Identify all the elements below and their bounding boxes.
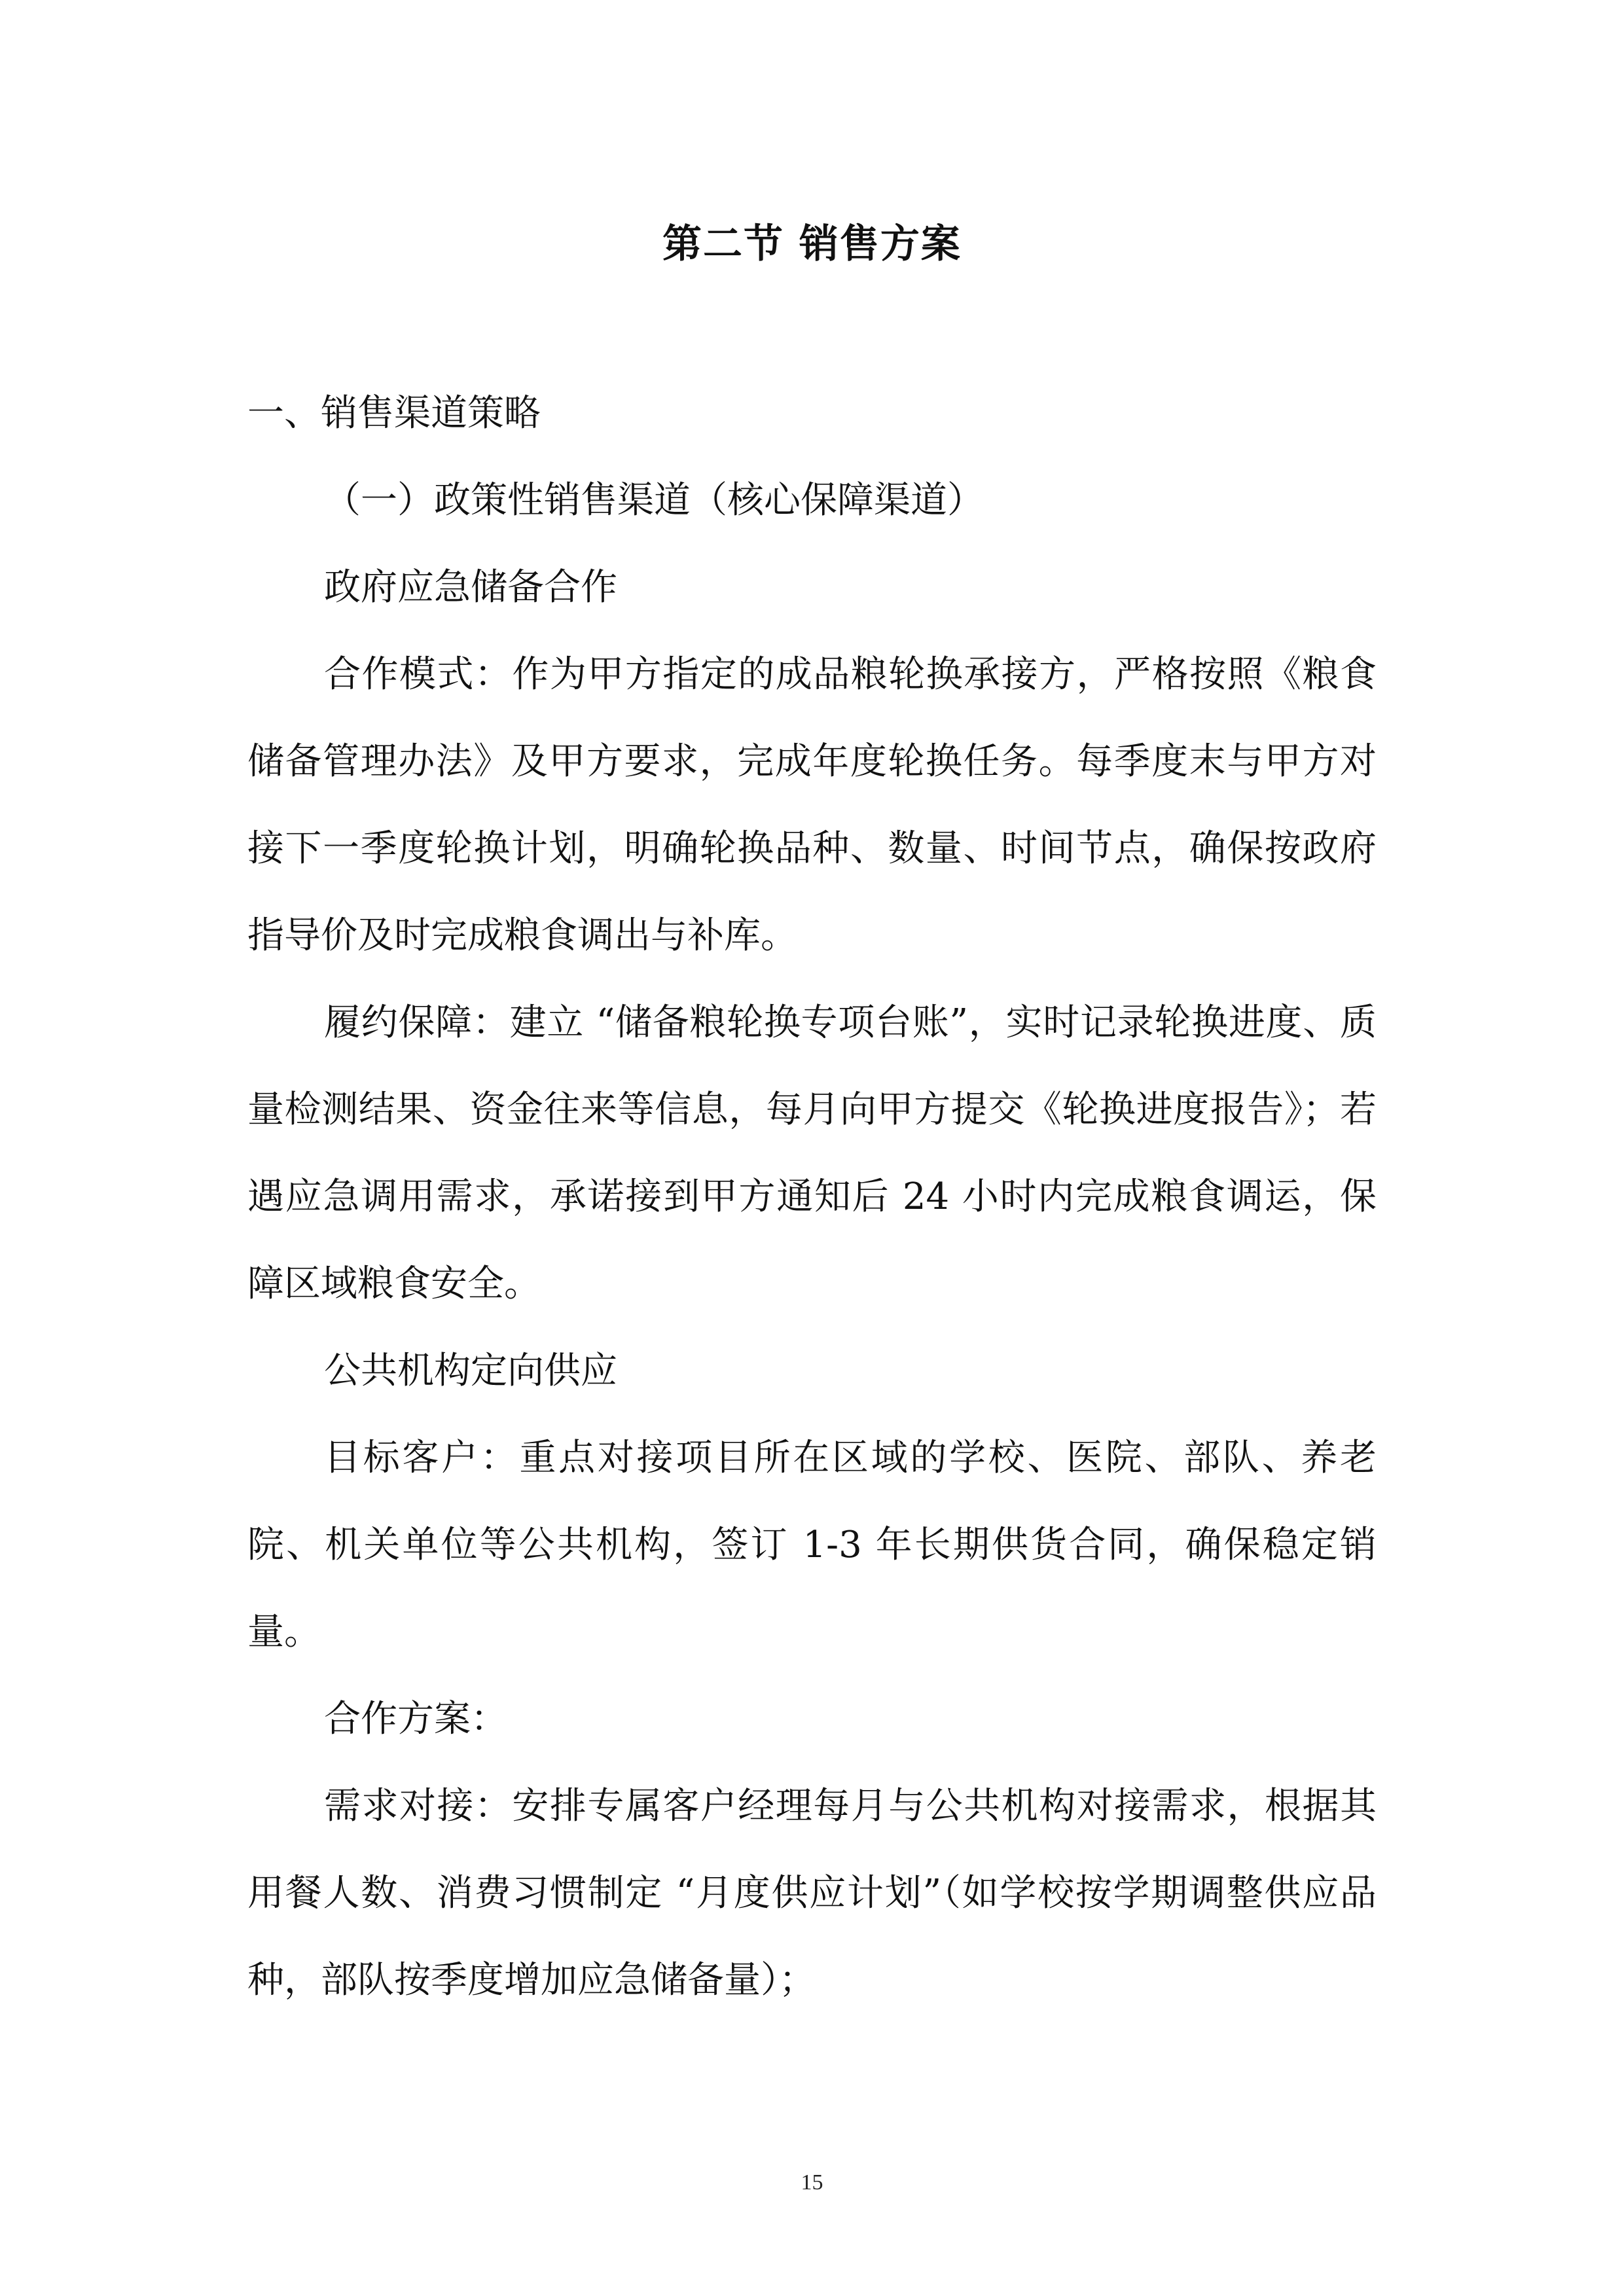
paragraph-performance-guarantee: 履约保障：建立 “储备粮轮换专项台账”，实时记录轮换进度、质量检测结果、资金往来等信息，每月向甲方提交《轮换进度报告》；若遇应急调用需求，承诺接到甲方通知后 24 小时内完成粮食调运，保障区域粮食安全。 [247,1001,1377,1305]
subheading-policy-channel: （一）政策性销售渠道（核心保障渠道） [324,479,984,522]
item-public-institution-supply: 公共机构定向供应 [324,1350,617,1392]
paragraph-cooperation-mode: 合作模式：作为甲方指定的成品粮轮换承接方，严格按照《粮食储备管理办法》及甲方要求，完成年度轮换任务。每季度末与甲方对接下一季度轮换计划，明确轮换品种、数量、时间节点，确保按政府指导价及时完成粮食调出与补库。 [247,653,1377,957]
page-number: 15 [801,2170,823,2195]
paragraph-target-customers: 目标客户：重点对接项目所在区域的学校、医院、部队、养老院、机关单位等公共机构，签订 1-3 年长期供货合同，确保稳定销量。 [247,1437,1377,1653]
item-government-reserve: 政府应急储备合作 [324,566,617,609]
section-title: 第二节 销售方案 [662,221,962,267]
body-text [247,370,1377,2024]
paragraph-cooperation-plan: 合作方案： [324,1698,507,1740]
heading-sales-channel-strategy: 一、销售渠道策略 [247,392,541,435]
paragraph-demand-docking: 需求对接：安排专属客户经理每月与公共机构对接需求，根据其用餐人数、消费习惯制定 “月度供应计划”（如学校按学期调整供应品种，部队按季度增加应急储备量）； [247,1785,1377,2001]
